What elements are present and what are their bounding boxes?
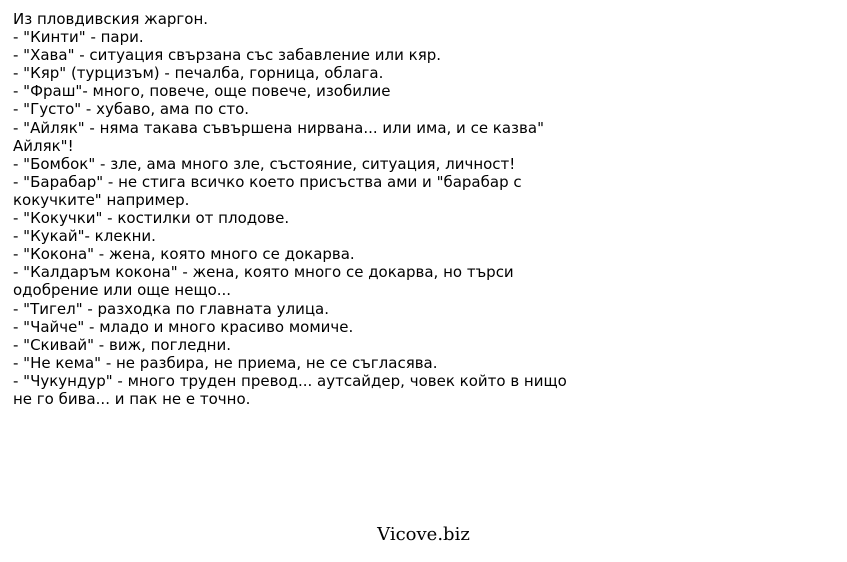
text-line: - "Айляк" - няма такава съвършена нирвана... или има, и се казва" [13, 118, 544, 137]
text-line: не го бива... и пак не е точно. [13, 389, 251, 408]
text-line: - "Калдаръм кокона" - жена, която много се докарва, но търси [13, 263, 514, 282]
text-line: - "Кинти" - пари. [13, 28, 144, 47]
text-line: одобрение или още нещо... [13, 281, 232, 300]
text-line: Айляк"! [13, 136, 74, 155]
text-line: - "Барабар" - не стига всичко което присъства ами и "барабар с [13, 172, 522, 191]
text-line: - "Кокона" - жена, която много се докарва. [13, 245, 355, 264]
text-line: - "Густо" - хубаво, ама по сто. [13, 100, 250, 119]
text-line: Из пловдивския жаргон. [13, 10, 209, 28]
text-line: - "Не кема" - не разбира, не приема, не се съгласява. [13, 353, 438, 372]
text-line: кокучките" например. [13, 190, 190, 209]
text-line: - "Чайче" - младо и много красиво момиче. [13, 317, 354, 336]
text-line: - "Скивай" - виж, погледни. [13, 335, 232, 354]
jargon-text [13, 10, 613, 408]
text-line: - "Бомбок" - зле, ама много зле, състояние, ситуация, личност! [13, 154, 516, 173]
site-watermark: Vicove.biz [377, 524, 470, 545]
text-line: - "Кукай"- клекни. [13, 227, 156, 246]
text-line: - "Хава" - ситуация свързана със забавление или кяр. [13, 46, 442, 65]
text-line: - "Тигел" - разходка по главната улица. [13, 299, 330, 318]
text-line: - "Кокучки" - костилки от плодове. [13, 209, 290, 228]
text-line: - "Фраш"- много, повече, още повече, изобилие [13, 82, 391, 101]
text-line: - "Чукундур" - много труден превод... аутсайдер, човек който в нищо [13, 371, 567, 390]
text-line: - "Кяр" (турцизъм) - печалба, горница, облага. [13, 64, 384, 83]
